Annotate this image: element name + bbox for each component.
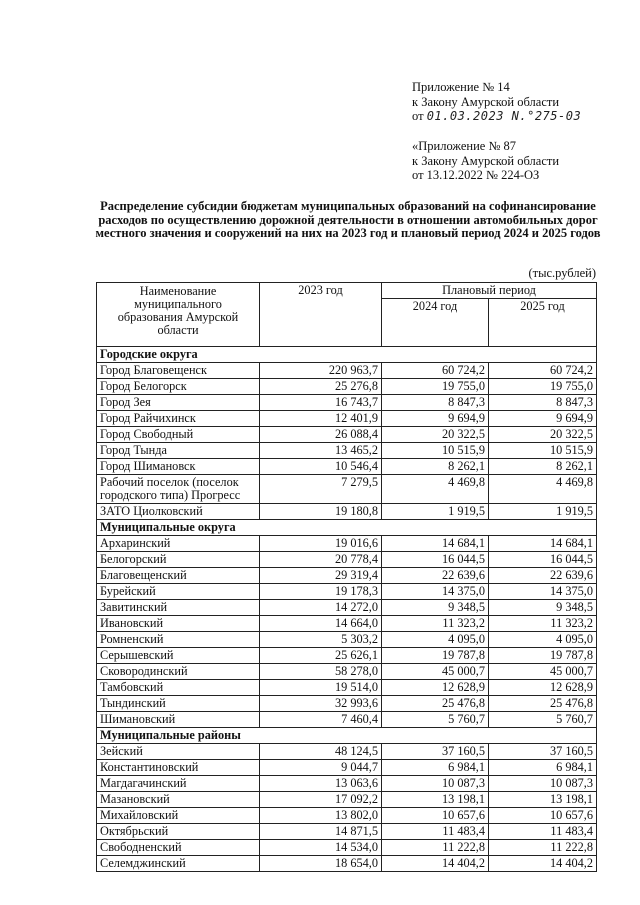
value-2023: 19 016,6 — [260, 536, 382, 552]
row-name: Шимановский — [97, 712, 260, 728]
table-row — [97, 792, 597, 808]
table-row — [97, 568, 597, 584]
table-row — [97, 459, 597, 475]
value-2023: 48 124,5 — [260, 744, 382, 760]
table-row — [97, 616, 597, 632]
subsidy-table — [96, 282, 597, 872]
value-2023: 13 465,2 — [260, 443, 382, 459]
table-row — [97, 475, 597, 504]
value-2023: 32 993,6 — [260, 696, 382, 712]
value-2024: 12 628,9 — [382, 680, 489, 696]
table-row — [97, 808, 597, 824]
table-row — [97, 760, 597, 776]
value-2025: 4 469,8 — [489, 475, 597, 504]
table-row — [97, 411, 597, 427]
value-2023: 14 272,0 — [260, 600, 382, 616]
value-2024: 14 375,0 — [382, 584, 489, 600]
section-title: Муниципальные округа — [97, 520, 597, 536]
table-row — [97, 443, 597, 459]
section-row — [97, 728, 597, 744]
original-law-ref: к Закону Амурской области — [412, 153, 560, 168]
handwritten-date: 01.03.2023 N.°275-03 — [426, 109, 582, 123]
appendix-date-line — [412, 109, 581, 124]
value-2023: 26 088,4 — [260, 427, 382, 443]
appendix-header — [412, 80, 581, 124]
value-2024: 11 483,4 — [382, 824, 489, 840]
value-2024: 4 095,0 — [382, 632, 489, 648]
value-2024: 11 222,8 — [382, 840, 489, 856]
header-plan-period: Плановый период — [382, 283, 597, 299]
row-name: Город Свободный — [97, 427, 260, 443]
table-row — [97, 395, 597, 411]
row-name: Рабочий поселок (поселок городского типа) Прогресс — [97, 475, 260, 504]
value-2025: 9 348,5 — [489, 600, 597, 616]
row-name: Город Благовещенск — [97, 363, 260, 379]
value-2023: 18 654,0 — [260, 856, 382, 872]
value-2024: 19 755,0 — [382, 379, 489, 395]
table-row — [97, 664, 597, 680]
header-name: Наименование муниципального образования Амурской области — [97, 283, 260, 347]
appendix-number: Приложение № 14 — [412, 80, 510, 94]
row-name: Тындинский — [97, 696, 260, 712]
row-name: ЗАТО Циолковский — [97, 504, 260, 520]
row-name: Ивановский — [97, 616, 260, 632]
value-2023: 13 802,0 — [260, 808, 382, 824]
appendix-law-ref: к Закону Амурской области — [412, 94, 560, 109]
header-2024: 2024 год — [382, 299, 489, 347]
value-2024: 22 639,6 — [382, 568, 489, 584]
table-row — [97, 648, 597, 664]
table-row — [97, 680, 597, 696]
table-row — [97, 696, 597, 712]
value-2024: 14 684,1 — [382, 536, 489, 552]
value-2024: 16 044,5 — [382, 552, 489, 568]
value-2024: 20 322,5 — [382, 427, 489, 443]
table-row — [97, 776, 597, 792]
row-name: Город Белогорск — [97, 379, 260, 395]
section-row — [97, 347, 597, 363]
value-2023: 25 276,8 — [260, 379, 382, 395]
document-title: Распределение субсидии бюджетам муниципальных образований на софинансирование расходов по осуществлению дорожной деятельности в отношении автомобильных дорог местного значения и сооружений на них на 2023 год и плановый период 2024 и 2025 годов — [95, 199, 601, 240]
table-row — [97, 600, 597, 616]
header-2025: 2025 год — [489, 299, 597, 347]
row-name: Город Шимановск — [97, 459, 260, 475]
row-name: Завитинский — [97, 600, 260, 616]
value-2023: 19 178,3 — [260, 584, 382, 600]
table-row — [97, 552, 597, 568]
row-name: Белогорский — [97, 552, 260, 568]
value-2025: 1 919,5 — [489, 504, 597, 520]
value-2024: 10 087,3 — [382, 776, 489, 792]
value-2023: 14 664,0 — [260, 616, 382, 632]
row-name: Город Тында — [97, 443, 260, 459]
table-row — [97, 363, 597, 379]
table-body — [97, 347, 597, 872]
value-2025: 16 044,5 — [489, 552, 597, 568]
header-2023: 2023 год — [260, 283, 382, 347]
value-2023: 19 180,8 — [260, 504, 382, 520]
row-name: Зейский — [97, 744, 260, 760]
value-2024: 6 984,1 — [382, 760, 489, 776]
value-2024: 11 323,2 — [382, 616, 489, 632]
row-name: Мазановский — [97, 792, 260, 808]
value-2023: 17 092,2 — [260, 792, 382, 808]
table-row — [97, 632, 597, 648]
value-2025: 37 160,5 — [489, 744, 597, 760]
value-2023: 16 743,7 — [260, 395, 382, 411]
original-appendix-header — [412, 139, 559, 183]
row-name: Бурейский — [97, 584, 260, 600]
row-name: Михайловский — [97, 808, 260, 824]
section-title: Городские округа — [97, 347, 597, 363]
value-2024: 5 760,7 — [382, 712, 489, 728]
value-2025: 22 639,6 — [489, 568, 597, 584]
value-2025: 13 198,1 — [489, 792, 597, 808]
value-2023: 12 401,9 — [260, 411, 382, 427]
value-2024: 25 476,8 — [382, 696, 489, 712]
value-2024: 8 262,1 — [382, 459, 489, 475]
value-2023: 58 278,0 — [260, 664, 382, 680]
value-2025: 8 847,3 — [489, 395, 597, 411]
value-2023: 29 319,4 — [260, 568, 382, 584]
table-row — [97, 504, 597, 520]
table-row — [97, 379, 597, 395]
value-2025: 5 760,7 — [489, 712, 597, 728]
value-2025: 10 657,6 — [489, 808, 597, 824]
unit-label: (тыс.рублей) — [528, 266, 596, 280]
row-name: Благовещенский — [97, 568, 260, 584]
value-2024: 19 787,8 — [382, 648, 489, 664]
row-name: Ромненский — [97, 632, 260, 648]
value-2025: 6 984,1 — [489, 760, 597, 776]
value-2025: 11 323,2 — [489, 616, 597, 632]
value-2025: 14 404,2 — [489, 856, 597, 872]
value-2025: 14 684,1 — [489, 536, 597, 552]
original-date: от 13.12.2022 № 224-ОЗ — [412, 168, 540, 182]
value-2023: 25 626,1 — [260, 648, 382, 664]
row-name: Город Зея — [97, 395, 260, 411]
value-2024: 14 404,2 — [382, 856, 489, 872]
value-2025: 9 694,9 — [489, 411, 597, 427]
value-2023: 7 460,4 — [260, 712, 382, 728]
value-2024: 45 000,7 — [382, 664, 489, 680]
row-name: Магдагачинский — [97, 776, 260, 792]
value-2025: 4 095,0 — [489, 632, 597, 648]
value-2023: 20 778,4 — [260, 552, 382, 568]
row-name: Архаринский — [97, 536, 260, 552]
value-2024: 1 919,5 — [382, 504, 489, 520]
value-2023: 14 534,0 — [260, 840, 382, 856]
value-2025: 19 787,8 — [489, 648, 597, 664]
value-2025: 11 222,8 — [489, 840, 597, 856]
value-2025: 45 000,7 — [489, 664, 597, 680]
value-2024: 13 198,1 — [382, 792, 489, 808]
row-name: Свободненский — [97, 840, 260, 856]
value-2023: 5 303,2 — [260, 632, 382, 648]
table-row — [97, 744, 597, 760]
row-name: Сковородинский — [97, 664, 260, 680]
table-row — [97, 712, 597, 728]
table-row — [97, 856, 597, 872]
value-2024: 4 469,8 — [382, 475, 489, 504]
value-2023: 14 871,5 — [260, 824, 382, 840]
section-title: Муниципальные районы — [97, 728, 597, 744]
row-name: Серышевский — [97, 648, 260, 664]
value-2025: 60 724,2 — [489, 363, 597, 379]
value-2025: 8 262,1 — [489, 459, 597, 475]
value-2024: 9 348,5 — [382, 600, 489, 616]
row-name: Октябрьский — [97, 824, 260, 840]
row-name: Константиновский — [97, 760, 260, 776]
table-row — [97, 536, 597, 552]
original-appendix-number: «Приложение № 87 — [412, 139, 517, 153]
date-prefix: от — [412, 109, 424, 123]
value-2023: 7 279,5 — [260, 475, 382, 504]
value-2024: 8 847,3 — [382, 395, 489, 411]
row-name: Город Райчихинск — [97, 411, 260, 427]
value-2025: 25 476,8 — [489, 696, 597, 712]
table-row — [97, 840, 597, 856]
value-2023: 10 546,4 — [260, 459, 382, 475]
section-row — [97, 520, 597, 536]
value-2025: 20 322,5 — [489, 427, 597, 443]
value-2025: 19 755,0 — [489, 379, 597, 395]
value-2025: 10 515,9 — [489, 443, 597, 459]
value-2024: 10 515,9 — [382, 443, 489, 459]
value-2023: 13 063,6 — [260, 776, 382, 792]
value-2023: 220 963,7 — [260, 363, 382, 379]
value-2024: 9 694,9 — [382, 411, 489, 427]
value-2025: 12 628,9 — [489, 680, 597, 696]
value-2025: 11 483,4 — [489, 824, 597, 840]
row-name: Тамбовский — [97, 680, 260, 696]
value-2023: 9 044,7 — [260, 760, 382, 776]
value-2023: 19 514,0 — [260, 680, 382, 696]
value-2025: 14 375,0 — [489, 584, 597, 600]
value-2024: 60 724,2 — [382, 363, 489, 379]
table-row — [97, 584, 597, 600]
row-name: Селемджинский — [97, 856, 260, 872]
value-2025: 10 087,3 — [489, 776, 597, 792]
value-2024: 10 657,6 — [382, 808, 489, 824]
value-2024: 37 160,5 — [382, 744, 489, 760]
table-row — [97, 824, 597, 840]
table-row — [97, 427, 597, 443]
